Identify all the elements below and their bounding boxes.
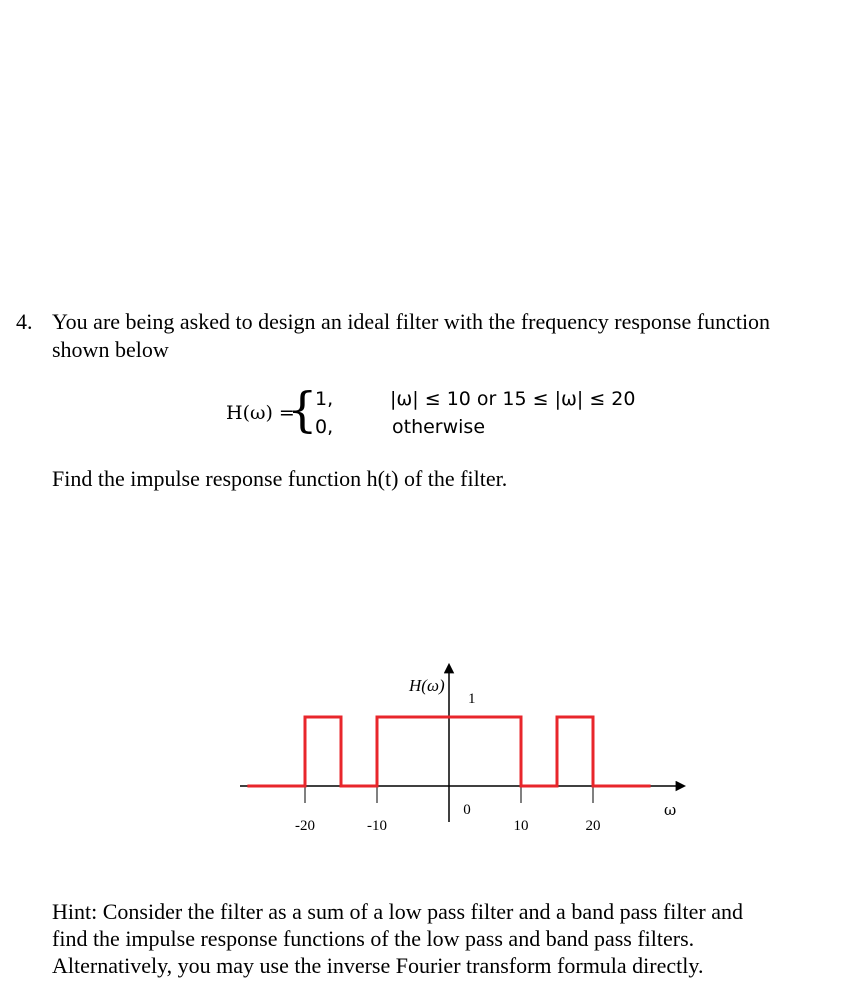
equation-case2-condition: otherwise <box>392 416 486 438</box>
y-tick-label: 1 <box>468 691 476 707</box>
x-tick-label: 10 <box>513 818 529 834</box>
question-text-line-1: You are being asked to design an ideal filter with the frequency response function <box>52 309 771 334</box>
hint-line-2: find the impulse response functions of the low pass and band pass filters. <box>52 926 695 951</box>
hint-line-3: Alternatively, you may use the inverse Fourier transform formula directly. <box>52 953 704 978</box>
y-axis-label: H(ω) <box>409 676 445 695</box>
x-tick-label: 0 <box>463 802 471 818</box>
question-number: 4. <box>16 309 33 334</box>
equation-case2-value: 0, <box>315 416 334 438</box>
x-tick-label: 20 <box>585 818 601 834</box>
hint-line-1: Hint: Consider the filter as a sum of a low pass filter and a band pass filter and <box>52 899 743 924</box>
x-tick-label: -10 <box>367 818 387 834</box>
equation-case1-condition: |ω| ≤ 10 or 15 ≤ |ω| ≤ 20 <box>390 388 636 410</box>
task-text: Find the impulse response function h(t) of the filter. <box>52 466 508 491</box>
x-tick-label: -20 <box>295 818 315 834</box>
hint-text <box>52 898 743 979</box>
x-axis-label: ω <box>664 801 677 819</box>
equation-brace: { <box>287 382 318 438</box>
frequency-response-plot <box>0 640 848 860</box>
equation-case1-value: 1, <box>315 388 334 410</box>
equation-lhs: H(ω) = <box>226 402 295 424</box>
question-text-line-2: shown below <box>52 337 169 362</box>
